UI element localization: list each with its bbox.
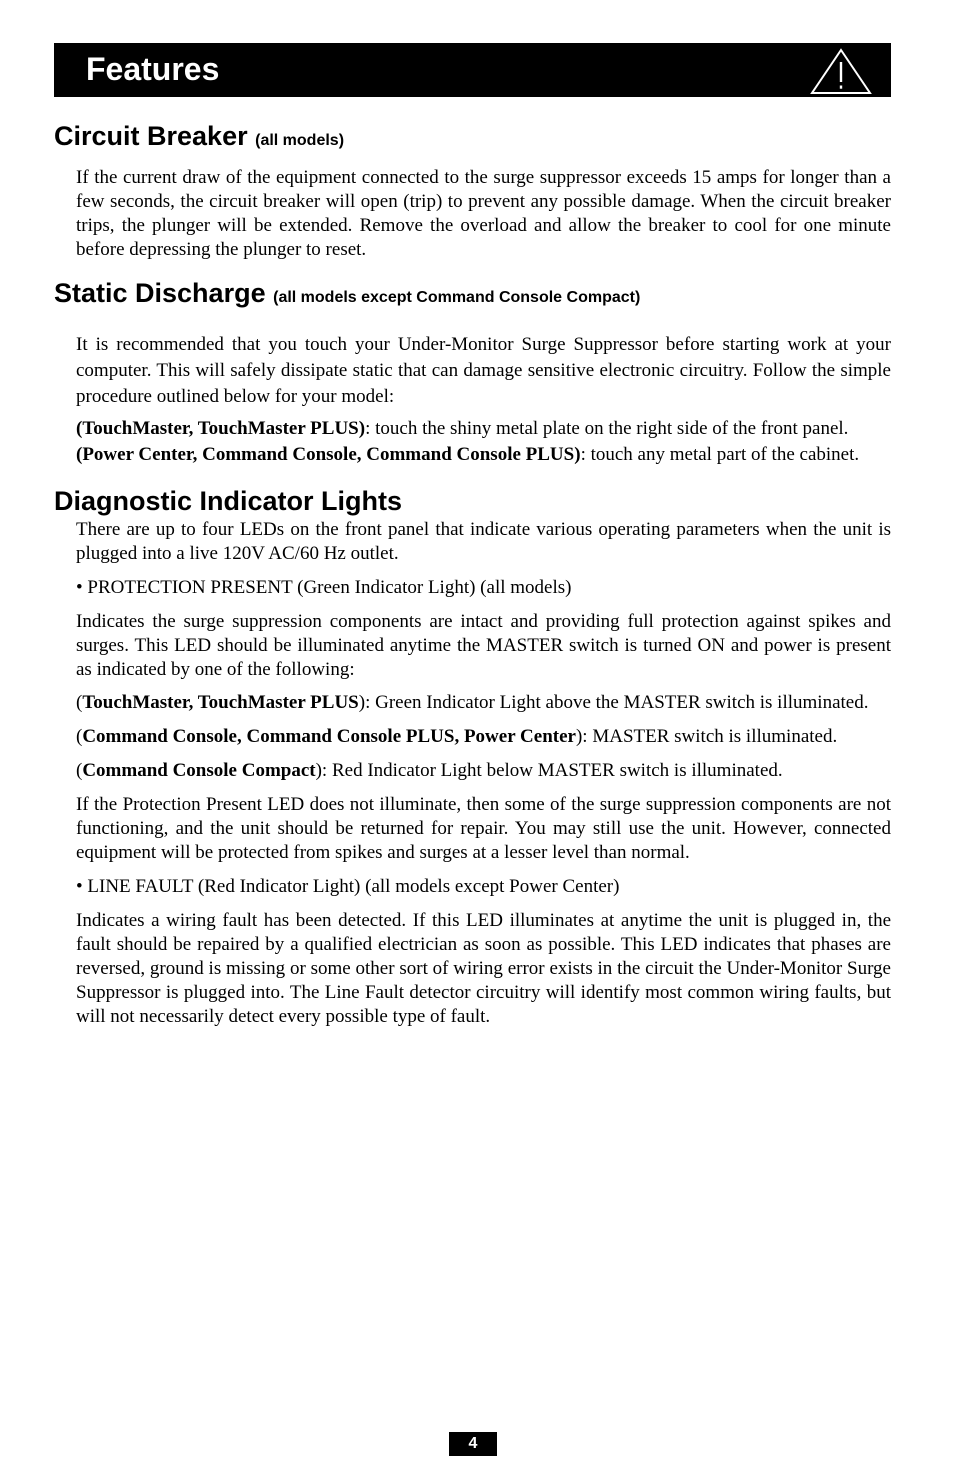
header-bar	[54, 43, 891, 97]
circuit-breaker-text: If the current draw of the equipment connected to the surge suppressor exceeds 15 amps for longer than a few seconds, the circuit breaker will open (trip) to prevent any possible damage. When the circuit breaker trips, the plunger will be extended. Remove the overload and allow the breaker to cool for one minute before depressing the plunger to reset.	[76, 167, 891, 260]
line-fault-bullet: • LINE FAULT (Red Indicator Light) (all models except Power Center)	[76, 876, 620, 897]
case-touchmaster: (TouchMaster, TouchMaster PLUS): Green Indicator Light above the MASTER switch is illuminated.	[76, 692, 869, 713]
case-touchmaster-text: ): Green Indicator Light above the MASTER switch is illuminated.	[358, 692, 869, 713]
page-number: 4	[449, 1432, 497, 1456]
static-discharge-intro: It is recommended that you touch your Under-Monitor Surge Suppressor before starting work at your computer. This will safely dissipate static that can damage sensitive electronic circuitry. Follow the simple procedure outlined below for your model:	[76, 334, 891, 407]
static-discharge-item-power-center	[76, 442, 891, 468]
diagnostic-heading	[54, 485, 891, 517]
static-discharge-item-touchmaster	[76, 416, 891, 442]
static-discharge-section	[76, 332, 891, 468]
protection-present-note: If the Protection Present LED does not illuminate, then some of the surge suppression components are not functioning, and the unit should be returned for repair. You may still use the unit. However, connected equipment will be protected from spikes and surges at a lesser level than normal.	[76, 794, 891, 863]
static-discharge-title: Static Discharge	[54, 278, 266, 308]
power-center-models: (Power Center, Command Console, Command Console PLUS)	[76, 444, 581, 465]
touchmaster-models: (TouchMaster, TouchMaster PLUS)	[76, 418, 366, 439]
case-touchmaster-models: TouchMaster, TouchMaster PLUS	[82, 692, 359, 713]
touchmaster-instruction: : touch the shiny metal plate on the right side of the front panel.	[365, 418, 849, 439]
case-command-console-compact: (Command Console Compact): Red Indicator Light below MASTER switch is illuminated.	[76, 760, 783, 781]
circuit-breaker-section	[76, 166, 891, 262]
content	[54, 120, 891, 1029]
case-compact-models: Command Console Compact	[82, 760, 316, 781]
diagnostic-intro: There are up to four LEDs on the front panel that indicate various operating parameters when the unit is plugged into a live 120V AC/60 Hz outlet.	[76, 519, 891, 564]
case-compact-text: ): Red Indicator Light below MASTER switch is illuminated.	[315, 760, 783, 781]
static-discharge-subtitle: (all models except Command Console Compact)	[273, 289, 641, 306]
case-command-console-text: ): MASTER switch is illuminated.	[575, 726, 838, 747]
circuit-breaker-title: Circuit Breaker	[54, 121, 248, 151]
case-command-console: (Command Console, Command Console PLUS, Power Center): MASTER switch is illuminated.	[76, 726, 838, 747]
circuit-breaker-subtitle: (all models)	[255, 132, 345, 149]
case-command-console-models: Command Console, Command Console PLUS, Power Center	[82, 726, 576, 747]
diagnostic-title: Diagnostic Indicator Lights	[54, 486, 403, 516]
warning-triangle-icon	[809, 47, 873, 95]
power-center-instruction: : touch any metal part of the cabinet.	[580, 444, 860, 465]
static-discharge-heading	[54, 277, 891, 314]
diagnostic-section	[76, 518, 891, 1029]
line-fault-description: Indicates a wiring fault has been detected. If this LED illuminates at anytime the unit is plugged in, the fault should be repaired by a qualified electrician as soon as possible. This LED indicates that phases are reversed, ground is missing or some other sort of wiring error exists in the circuit the Under-Monitor Surge Suppressor is plugged into. The Line Fault detector circuitry will identify most common wiring faults, but will not necessarily detect every possible type of fault.	[76, 910, 891, 1027]
page-title: Features	[86, 51, 220, 87]
protection-present-bullet: • PROTECTION PRESENT (Green Indicator Light) (all models)	[76, 577, 572, 598]
protection-present-description: Indicates the surge suppression components are intact and providing full protection against spikes and surges. This LED should be illuminated anytime the MASTER switch is turned ON and power is present as indicated by one of the following:	[76, 611, 891, 680]
circuit-breaker-heading	[54, 120, 891, 157]
